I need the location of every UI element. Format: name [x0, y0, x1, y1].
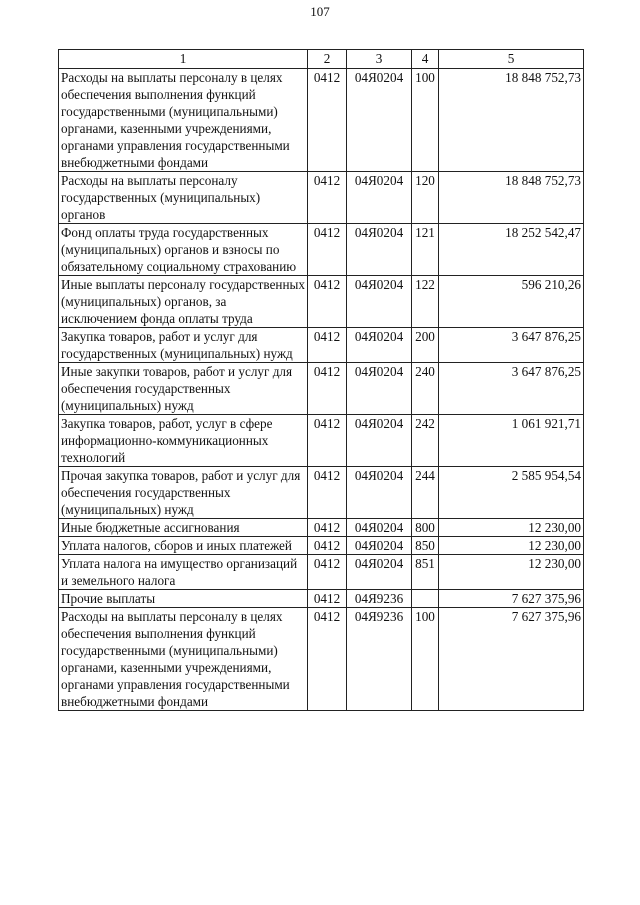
- amount: 7 627 375,96: [439, 608, 584, 711]
- target-article-code: 04Я0204: [347, 328, 412, 363]
- section-code: 0412: [308, 276, 347, 328]
- target-article-code: 04Я0204: [347, 555, 412, 590]
- section-code: 0412: [308, 172, 347, 224]
- expense-name: Закупка товаров, работ, услуг в сфере информационно-коммуникационных технологий: [59, 415, 308, 467]
- section-code: 0412: [308, 363, 347, 415]
- expense-type-code: 240: [412, 363, 439, 415]
- target-article-code: 04Я9236: [347, 590, 412, 608]
- section-code: 0412: [308, 590, 347, 608]
- target-article-code: 04Я0204: [347, 537, 412, 555]
- amount: 12 230,00: [439, 537, 584, 555]
- amount: 3 647 876,25: [439, 363, 584, 415]
- expense-type-code: 244: [412, 467, 439, 519]
- amount: 2 585 954,54: [439, 467, 584, 519]
- table-row: [59, 172, 584, 224]
- column-header: 4: [412, 50, 439, 69]
- table-row: [59, 519, 584, 537]
- expense-type-code: 120: [412, 172, 439, 224]
- table-row: [59, 415, 584, 467]
- target-article-code: 04Я0204: [347, 415, 412, 467]
- table-header-row: [59, 50, 584, 69]
- expense-type-code: 122: [412, 276, 439, 328]
- section-code: 0412: [308, 608, 347, 711]
- table-row: [59, 467, 584, 519]
- amount: 12 230,00: [439, 555, 584, 590]
- table-row: [59, 537, 584, 555]
- expense-name: Прочая закупка товаров, работ и услуг для обеспечения государственных (муниципальных) нужд: [59, 467, 308, 519]
- target-article-code: 04Я0204: [347, 276, 412, 328]
- expense-type-code: 242: [412, 415, 439, 467]
- expense-type-code: 100: [412, 69, 439, 172]
- expense-name: Закупка товаров, работ и услуг для государственных (муниципальных) нужд: [59, 328, 308, 363]
- expense-name: Уплата налогов, сборов и иных платежей: [59, 537, 308, 555]
- expense-type-code: 851: [412, 555, 439, 590]
- expense-type-code: 121: [412, 224, 439, 276]
- table-row: [59, 328, 584, 363]
- expense-name: Расходы на выплаты персоналу в целях обеспечения выполнения функций государственными (муниципальными) органами, казенными учреждениями, органами управления государственными внебюджетными фондами: [59, 69, 308, 172]
- column-header: 3: [347, 50, 412, 69]
- table-row: [59, 276, 584, 328]
- target-article-code: 04Я0204: [347, 519, 412, 537]
- expense-name: Иные закупки товаров, работ и услуг для обеспечения государственных (муниципальных) нужд: [59, 363, 308, 415]
- section-code: 0412: [308, 328, 347, 363]
- target-article-code: 04Я0204: [347, 363, 412, 415]
- page-number: 107: [310, 4, 330, 19]
- amount: 18 848 752,73: [439, 172, 584, 224]
- target-article-code: 04Я0204: [347, 69, 412, 172]
- expense-type-code: 800: [412, 519, 439, 537]
- amount: 18 252 542,47: [439, 224, 584, 276]
- expense-name: Расходы на выплаты персоналу государственных (муниципальных) органов: [59, 172, 308, 224]
- amount: 18 848 752,73: [439, 69, 584, 172]
- expense-name: Расходы на выплаты персоналу в целях обеспечения выполнения функций государственными (муниципальными) органами, казенными учреждениями, органами управления государственными внебюджетными фондами: [59, 608, 308, 711]
- amount: 596 210,26: [439, 276, 584, 328]
- table-row: [59, 363, 584, 415]
- table-row: [59, 224, 584, 276]
- target-article-code: 04Я9236: [347, 608, 412, 711]
- expense-type-code: [412, 590, 439, 608]
- table-row: [59, 590, 584, 608]
- section-code: 0412: [308, 537, 347, 555]
- expense-name: Иные бюджетные ассигнования: [59, 519, 308, 537]
- expense-name: Прочие выплаты: [59, 590, 308, 608]
- target-article-code: 04Я0204: [347, 224, 412, 276]
- amount: 1 061 921,71: [439, 415, 584, 467]
- table-row: [59, 555, 584, 590]
- expense-type-code: 850: [412, 537, 439, 555]
- expense-name: Уплата налога на имущество организаций и земельного налога: [59, 555, 308, 590]
- expense-name: Иные выплаты персоналу государственных (муниципальных) органов, за исключением фонда оплаты труда: [59, 276, 308, 328]
- target-article-code: 04Я0204: [347, 172, 412, 224]
- budget-table: [58, 49, 584, 711]
- expense-type-code: 100: [412, 608, 439, 711]
- column-header: 1: [59, 50, 308, 69]
- amount: 7 627 375,96: [439, 590, 584, 608]
- table-row: [59, 69, 584, 172]
- expense-name: Фонд оплаты труда государственных (муниципальных) органов и взносы по обязательному социальному страхованию: [59, 224, 308, 276]
- expense-type-code: 200: [412, 328, 439, 363]
- column-header: 5: [439, 50, 584, 69]
- amount: 3 647 876,25: [439, 328, 584, 363]
- section-code: 0412: [308, 519, 347, 537]
- target-article-code: 04Я0204: [347, 467, 412, 519]
- section-code: 0412: [308, 69, 347, 172]
- amount: 12 230,00: [439, 519, 584, 537]
- column-header: 2: [308, 50, 347, 69]
- section-code: 0412: [308, 224, 347, 276]
- section-code: 0412: [308, 555, 347, 590]
- section-code: 0412: [308, 415, 347, 467]
- table-row: [59, 608, 584, 711]
- section-code: 0412: [308, 467, 347, 519]
